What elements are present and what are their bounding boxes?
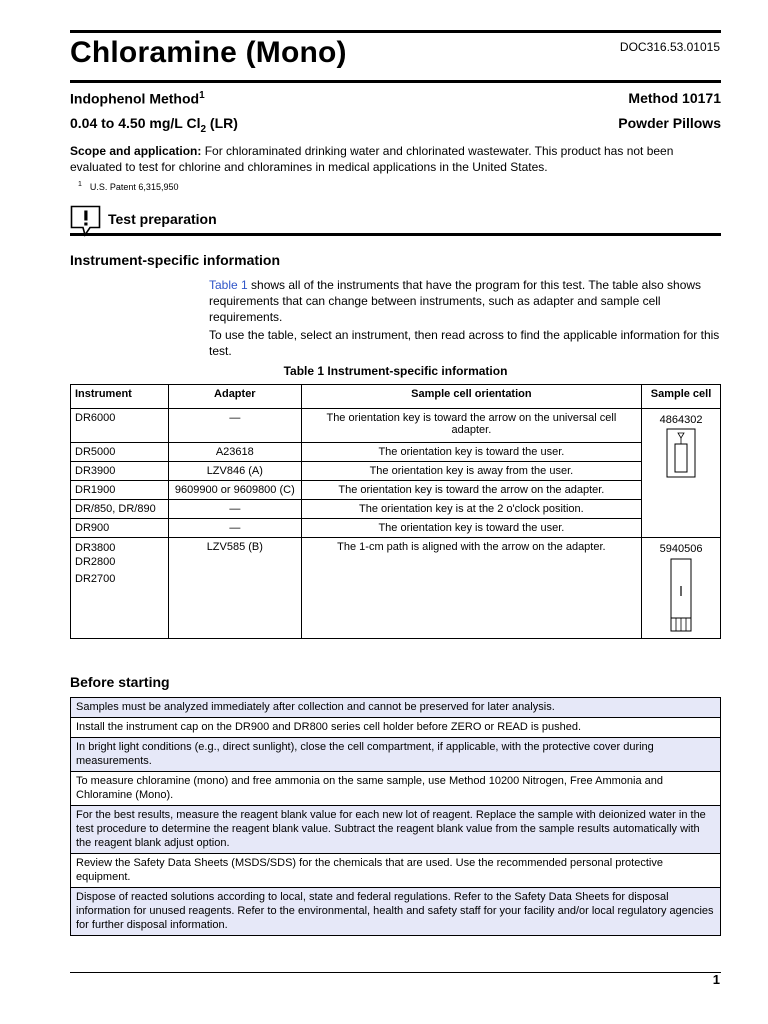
list-item: Install the instrument cap on the DR900 and DR800 series cell holder before ZERO or READ is pushed.: [71, 718, 721, 738]
table-row: [71, 409, 721, 443]
instrument-intro-paragraph: Table 1 shows all of the instruments that have the program for this test. The table also shows requirements that can change between instruments, such as adapter and sample cell requirements.: [209, 278, 702, 324]
table-row: [71, 500, 721, 519]
orientation-cell: The orientation key is toward the arrow on the adapter.: [301, 481, 641, 500]
square-cell-icon: [646, 558, 716, 635]
adapter-cell: LZV846 (A): [168, 462, 301, 481]
instrument-section-heading: Instrument-specific information: [70, 252, 281, 268]
test-preparation-title: Test preparation: [108, 211, 217, 227]
col-header-sample-cell: Sample cell: [642, 385, 721, 409]
instrument-usage-paragraph: To use the table, select an instrument, then read across to find the applicable information for this test.: [209, 328, 720, 358]
test-prep-rule: [70, 233, 721, 236]
method-footnote-ref: 1: [199, 90, 205, 101]
scope-label: Scope and application:: [70, 144, 202, 158]
table-header-row: [71, 385, 721, 409]
list-item: For the best results, measure the reagent blank value for each new lot of reagent. Replace the sample with deionized water in the test procedure to determine the reagent blank value. Subtract the reagent blank value from the sample results automatically with the reagent blank adjust option.: [71, 806, 721, 854]
instrument-cell: DR1900: [71, 481, 169, 500]
list-item: Review the Safety Data Sheets (MSDS/SDS) for the chemicals that are used. Use the recommended personal protective equipment.: [71, 854, 721, 888]
instrument-cell: DR3800 DR2800 DR2700: [71, 538, 169, 639]
round-cell-icon: [646, 428, 716, 481]
doc-number: DOC316.53.01015: [619, 40, 720, 54]
orientation-cell: The orientation key is toward the arrow on the universal cell adapter.: [301, 409, 641, 443]
table-row: [71, 462, 721, 481]
adapter-cell: —: [168, 409, 301, 443]
method-format: Powder Pillows: [618, 115, 721, 131]
table1-link[interactable]: Table 1: [209, 278, 248, 292]
page-title: Chloramine (Mono): [70, 36, 347, 69]
instrument-cell: DR/850, DR/890: [71, 500, 169, 519]
table1-caption: Table 1 Instrument-specific information: [283, 364, 508, 378]
scope-paragraph: Scope and application: For chloraminated drinking water and chlorinated wastewater. This product has not been evaluated to test for chlorine and chloramines in medical applications in the United States.: [70, 144, 674, 174]
adapter-cell: 9609900 or 9609800 (C): [168, 481, 301, 500]
table-row: [71, 538, 721, 639]
orientation-cell: The orientation key is at the 2 o'clock position.: [301, 500, 641, 519]
table-row: [71, 519, 721, 538]
col-header-instrument: Instrument: [71, 385, 169, 409]
col-header-orientation: Sample cell orientation: [301, 385, 641, 409]
sample-cell-number: 5940506: [659, 543, 703, 555]
col-header-adapter: Adapter: [168, 385, 301, 409]
instrument-cell: DR3900: [71, 462, 169, 481]
table-row: [71, 443, 721, 462]
sample-cell-number: 4864302: [659, 414, 703, 426]
sample-cell-4864302: [642, 409, 721, 538]
list-item: Samples must be analyzed immediately after collection and cannot be preserved for later analysis.: [71, 698, 721, 718]
adapter-cell: —: [168, 519, 301, 538]
footer-rule: [70, 972, 721, 973]
method-name: Indophenol Method$^1$: [70, 90, 205, 107]
orientation-cell: The orientation key is away from the user.: [301, 462, 641, 481]
instrument-cell: DR900: [71, 519, 169, 538]
orientation-cell: The 1-cm path is aligned with the arrow on the adapter.: [301, 538, 641, 639]
instrument-cell: DR6000: [71, 409, 169, 443]
list-item: To measure chloramine (mono) and free ammonia on the same sample, use Method 10200 Nitrogen, Free Ammonia and Chloramine (Mono).: [71, 772, 721, 806]
title-rule: [70, 80, 721, 83]
adapter-cell: LZV585 (B): [168, 538, 301, 639]
list-item: Dispose of reacted solutions according to local, state and federal regulations. Refer to the Safety Data Sheets for disposal information for unused reagents. Refer to the environmental, health and safety staff for your facility and/or local regulatory agencies for further disposal information.: [71, 888, 721, 936]
top-rule: [70, 30, 721, 33]
method-number: Method 10171: [628, 90, 721, 106]
footnote: $^1$ U.S. Patent 6,315,950: [78, 181, 179, 192]
caution-note-icon: [70, 205, 102, 242]
page-number: 1: [712, 972, 720, 987]
table-row: [71, 481, 721, 500]
sample-cell-5940506: [642, 538, 721, 639]
before-starting-heading: Before starting: [70, 674, 170, 690]
before-starting-table: [70, 697, 721, 936]
orientation-cell: The orientation key is toward the user.: [301, 443, 641, 462]
instrument-table: [70, 384, 721, 639]
measurement-range: 0.04 to 4.50 mg/L $Cl_2$ (LR): [70, 115, 238, 135]
adapter-cell: A23618: [168, 443, 301, 462]
instrument-cell: DR5000: [71, 443, 169, 462]
list-item: In bright light conditions (e.g., direct sunlight), close the cell compartment, if applicable, with the protective cover during measurements.: [71, 738, 721, 772]
orientation-cell: The orientation key is toward the user.: [301, 519, 641, 538]
adapter-cell: —: [168, 500, 301, 519]
